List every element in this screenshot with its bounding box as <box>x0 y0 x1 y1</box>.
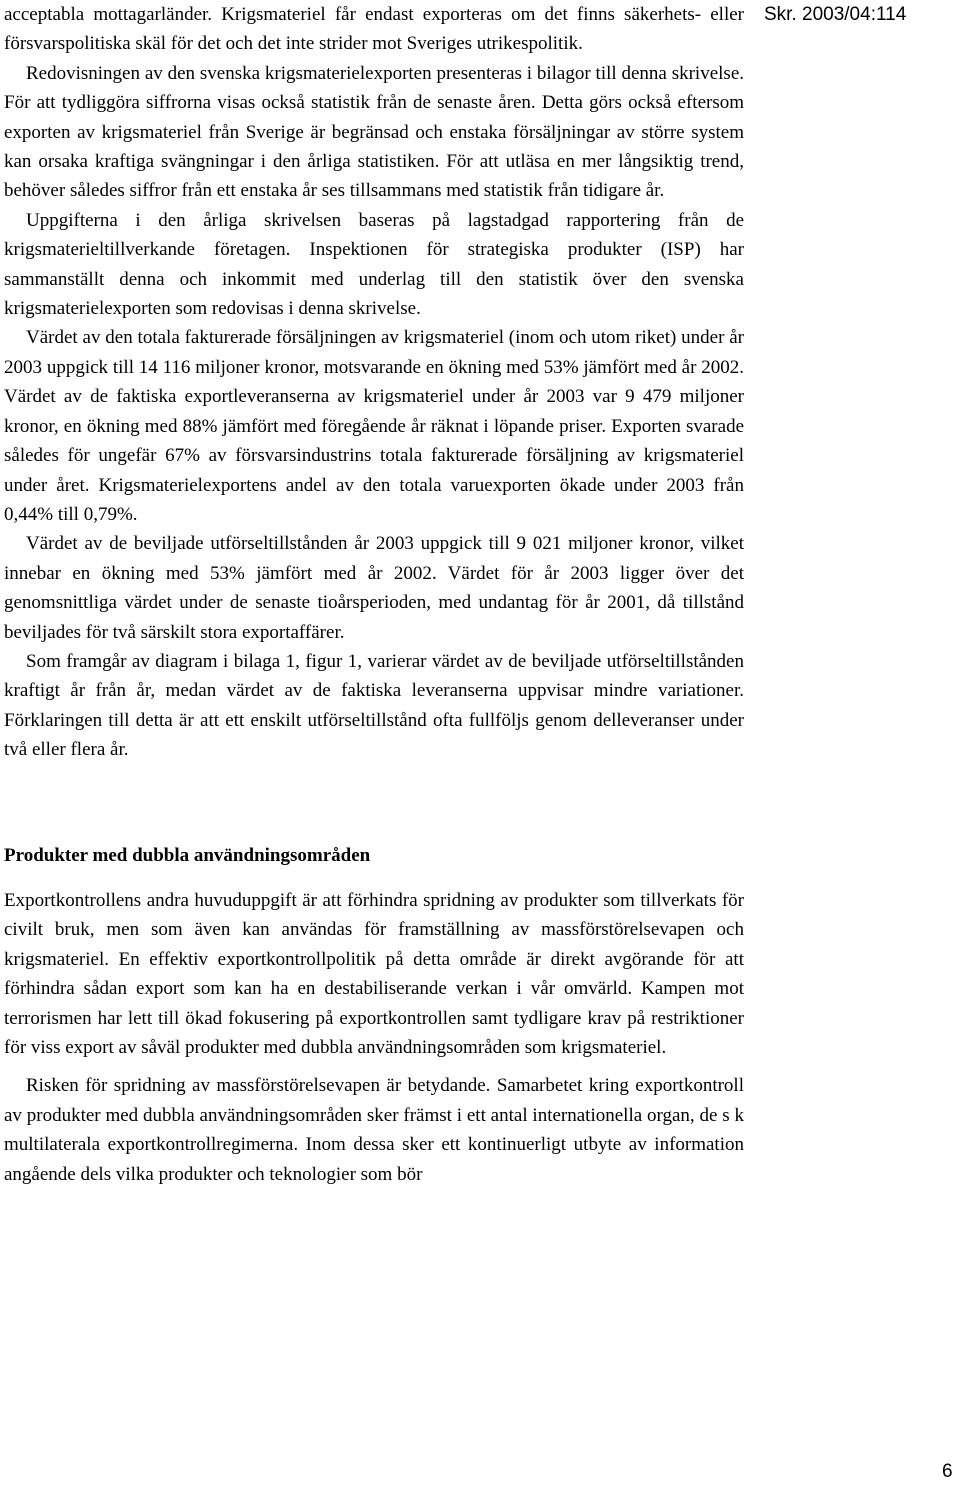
document-body <box>4 0 744 1189</box>
section-heading: Produkter med dubbla användningsområden <box>4 844 371 866</box>
paragraph-diagram-reference: Som framgår av diagram i bilaga 1, figur 1, varierar värdet av de beviljade utförseltillstånden kraftigt år från år, medan värdet av de faktiska leveranserna uppvisar mindre variationer. Förklaringen till detta är att ett enskilt utförseltillstånd ofta fullföljs genom delleveranser under två eller flera år. <box>4 650 744 761</box>
paragraph-export-permits: Värdet av de beviljade utförseltillstånden år 2003 uppgick till 9 021 miljoner kronor, vilket innebar en ökning med 53% jämfört med år 2002. Värdet för år 2003 ligger över det genomsnittliga värdet under de senaste tioårsperioden, med undantag för år 2001, då tillstånd beviljades för två särskilt stora exportaffärer. <box>4 533 744 643</box>
paragraph-continuation: acceptabla mottagarländer. Krigsmateriel får endast exporteras om det finns säkerhets- eller försvarspolitiska skäl för det och det inte strider mot Sveriges utrikespolitik. <box>4 4 744 55</box>
paragraph-uppgifter: Uppgifterna i den årliga skrivelsen baseras på lagstadgad rapportering från de krigsmaterieltillverkande företagen. Inspektionen för strategiska produkter (ISP) har sammanställt denna och inkommit med underlag till den statistik över den svenska krigsmaterielexporten som redovisas i denna skrivelse. <box>4 209 744 320</box>
paragraph-redovisning: Redovisningen av den svenska krigsmaterielexporten presenteras i bilagor till denna skrivelse. För att tydliggöra siffrorna visas också statistik från de senaste åren. Detta görs också eftersom exporten av krigsmateriel från Sverige är begränsad och enstaka försäljningar av större system kan orsaka kraftiga svängningar i den årliga statistiken. För att utläsa en mer långsiktig trend, behöver således siffror från ett enstaka år ses tillsammans med statistik från tidigare år. <box>4 62 744 202</box>
paragraph-total-sales: Värdet av den totala fakturerade försäljningen av krigsmateriel (inom och utom riket) under år 2003 uppgick till 14 116 miljoner kronor, motsvarande en ökning med 53% jämfört med år 2002. Värdet av de faktiska exportleveranserna av krigsmateriel under år 2003 var 9 479 miljoner kronor, en ökning med 88% jämfört med föregående år räknat i löpande priser. Exporten svarade således för ungefär 67% av försvarsindustrins totala fakturerade försäljning av krigsmateriel under året. Krigsmaterielexportens andel av den totala varuexporten ökade under 2003 från 0,44% till 0,79%. <box>4 327 744 525</box>
document-reference: Skr. 2003/04:114 <box>764 4 907 25</box>
paragraph-export-control: Exportkontrollens andra huvuduppgift är att förhindra spridning av produkter som tillverkats för civilt bruk, men som även kan användas för framställning av massförstörelsevapen och krigsmateriel. En effektiv exportkontrollpolitik på detta område är direkt avgörande för att förhindra sådan export som kan ha en destabiliserande verkan i vår omvärld. Kampen mot terrorismen har lett till ökad fokusering på exportkontrollen samt tydligare krav på restriktioner för viss export av såväl produkter med dubbla användningsområden som krigsmateriel. <box>4 889 744 1058</box>
paragraph-proliferation-risk: Risken för spridning av massförstörelsevapen är betydande. Samarbetet kring exportkontroll av produkter med dubbla användningsområden sker främst i ett antal internationella organ, de s k multilaterala exportkontrollregimerna. Inom dessa sker ett kontinuerligt utbyte av information angående dels vilka produkter och teknologier som bör <box>4 1075 744 1185</box>
page-number: 6 <box>942 1461 953 1482</box>
